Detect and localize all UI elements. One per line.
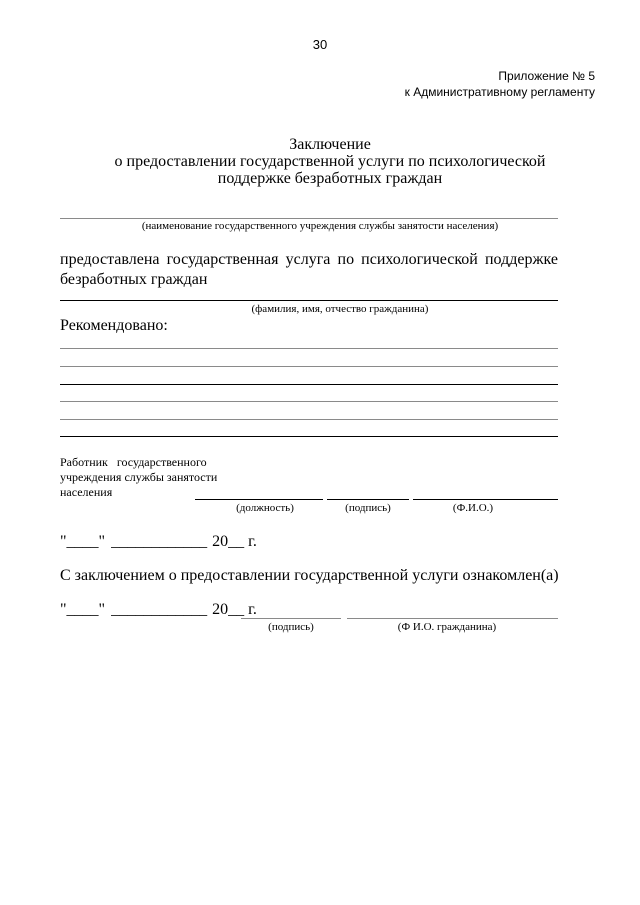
appendix-line-2: к Административному регламенту xyxy=(404,85,595,99)
title-line-2: о предоставлении государственной услуги по психологической xyxy=(114,153,546,170)
worker-label xyxy=(60,455,260,500)
ack-date-day-blank[interactable]: ____ xyxy=(66,601,99,618)
recommended-label: Рекомендовано: xyxy=(60,317,168,334)
worker-label-line-2: учреждения службы занятости xyxy=(60,470,218,484)
recommendation-line-1[interactable] xyxy=(60,348,558,349)
worker-fio-line[interactable] xyxy=(413,499,558,500)
worker-label-line-3: населения xyxy=(60,485,113,499)
page-number: 30 xyxy=(312,37,328,52)
appendix-line-1: Приложение № 5 xyxy=(498,69,595,83)
document-title xyxy=(60,136,600,187)
recommendation-line-6[interactable] xyxy=(60,436,558,437)
ack-date-close-quote: " xyxy=(98,601,106,618)
date-month-blank[interactable]: ____________ xyxy=(111,533,208,550)
ack-date-year-blank[interactable]: __ xyxy=(228,601,245,618)
recommendation-line-3[interactable] xyxy=(60,384,558,385)
acknowledgement-text: С заключением о предоставлении государственной услуги ознакомлен(а) xyxy=(60,567,559,584)
acknowledgement-date xyxy=(60,601,257,619)
recommendation-line-5[interactable] xyxy=(60,419,558,420)
appendix-header xyxy=(405,68,595,100)
date-day-blank[interactable]: ____ xyxy=(66,533,99,550)
conclusion-date xyxy=(60,533,257,551)
citizen-name-caption: (фамилия, имя, отчество гражданина) xyxy=(251,303,429,315)
date-year-blank[interactable]: __ xyxy=(228,533,245,550)
title-line-3: поддержке безработных граждан xyxy=(217,170,443,187)
citizen-signature-line[interactable] xyxy=(241,618,341,619)
recommendation-line-4[interactable] xyxy=(60,401,558,402)
worker-label-line-1: Работник государственного xyxy=(60,455,207,469)
title-line-1: Заключение xyxy=(289,136,371,153)
citizen-signature-caption: (подпись) xyxy=(268,621,314,633)
position-line[interactable] xyxy=(195,499,323,500)
date-open-quote: " xyxy=(60,533,67,550)
service-provided-text: предоставлена государственная услуга по психологической поддержке безработных граждан xyxy=(60,251,558,288)
worker-signature-line[interactable] xyxy=(327,499,409,500)
worker-fio-caption: (Ф.И.О.) xyxy=(452,502,494,514)
date-year-prefix: 20 xyxy=(212,533,229,550)
ack-date-month-blank[interactable]: ____________ xyxy=(111,601,208,618)
ack-date-year-suffix: г. xyxy=(248,601,257,618)
org-name-caption: (наименование государственного учреждения службы занятости населения) xyxy=(141,220,499,232)
ack-date-year-prefix: 20 xyxy=(212,601,229,618)
citizen-fio-caption: (Ф И.О. гражданина) xyxy=(397,621,497,633)
position-caption: (должность) xyxy=(236,502,294,514)
date-close-quote: " xyxy=(98,533,106,550)
recommendation-line-2[interactable] xyxy=(60,366,558,367)
date-year-suffix: г. xyxy=(248,533,257,550)
org-name-line[interactable] xyxy=(60,218,558,219)
citizen-fio-line[interactable] xyxy=(347,618,558,619)
citizen-name-line[interactable] xyxy=(60,300,558,301)
worker-signature-caption: (подпись) xyxy=(345,502,391,514)
ack-date-open-quote: " xyxy=(60,601,67,618)
